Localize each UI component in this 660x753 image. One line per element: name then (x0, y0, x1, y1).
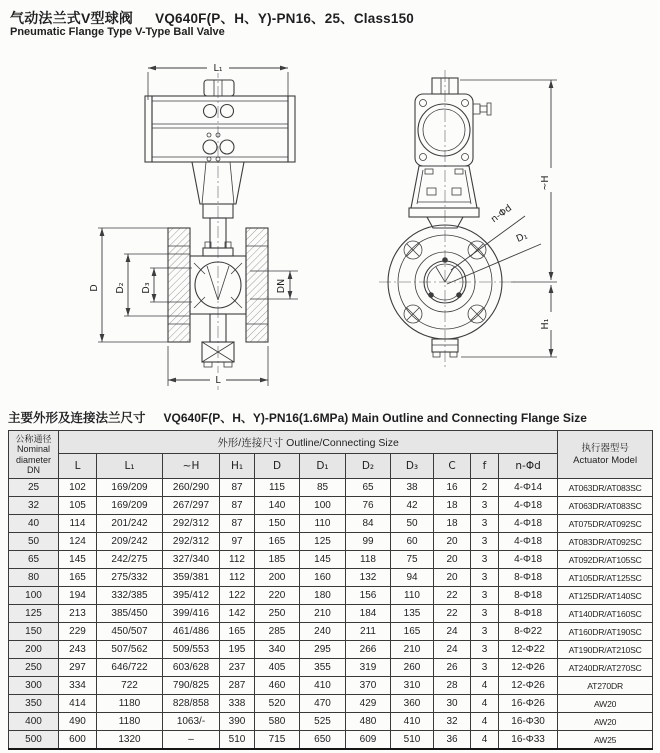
cell-dn: 100 (9, 587, 59, 605)
cell-dimension: 229 (59, 623, 97, 641)
cell-dimension: 4-Φ14 (499, 479, 558, 497)
cell-dimension: 715 (255, 731, 300, 750)
col-d1: D₁ (300, 454, 346, 479)
cell-dimension: 266 (346, 641, 391, 659)
cell-dimension: 385/450 (97, 605, 163, 623)
cell-dimension: 102 (59, 479, 97, 497)
cell-dimension: 580 (255, 713, 300, 731)
cell-actuator-model: AT270DR (558, 677, 653, 695)
cell-dimension: 194 (59, 587, 97, 605)
cell-dimension: 410 (391, 713, 434, 731)
cell-dn: 400 (9, 713, 59, 731)
cell-dimension: 211 (346, 623, 391, 641)
dim-label-l: L (215, 375, 221, 386)
cell-dimension: 87 (220, 497, 255, 515)
cell-dimension: 4-Φ18 (499, 533, 558, 551)
cell-dimension: 4-Φ18 (499, 497, 558, 515)
cell-dn: 350 (9, 695, 59, 713)
cell-dimension: 22 (434, 605, 471, 623)
cell-actuator-model: AT083DR/AT092SC (558, 533, 653, 551)
cell-dimension: 84 (346, 515, 391, 533)
cell-dimension: 470 (300, 695, 346, 713)
dim-label-n-d: n-Φd (489, 202, 515, 226)
table-row (9, 515, 653, 533)
cell-dn: 80 (9, 569, 59, 587)
cell-dimension: 390 (220, 713, 255, 731)
cell-dimension: 1320 (97, 731, 163, 750)
cell-dimension: 145 (59, 551, 97, 569)
front-view-drawing (60, 58, 370, 408)
cell-dimension: 20 (434, 551, 471, 569)
header-columns-row (9, 454, 653, 479)
cell-dimension: 20 (434, 533, 471, 551)
title-chinese: 气动法兰式V型球阀 (10, 10, 134, 26)
page-subtitle: Pneumatic Flange Type V-Type Ball Valve (10, 26, 225, 38)
cell-dimension: 359/381 (163, 569, 220, 587)
header-dn-line: DN (27, 465, 40, 475)
cell-dimension: 12-Φ26 (499, 677, 558, 695)
dimension-table (8, 430, 653, 750)
cell-dimension: 275/332 (97, 569, 163, 587)
cell-dimension: 118 (346, 551, 391, 569)
cell-actuator-model: AT125DR/AT140SC (558, 587, 653, 605)
dim-label-l1: L₁ (213, 63, 223, 74)
header-actuator-line: 执行器型号 (581, 442, 629, 454)
cell-dimension: 110 (300, 515, 346, 533)
col-f: f (471, 454, 499, 479)
cell-actuator-model: AT140DR/AT160SC (558, 605, 653, 623)
page-title (10, 7, 414, 28)
cell-dimension: 26 (434, 659, 471, 677)
cell-dn: 40 (9, 515, 59, 533)
cell-dimension: 28 (434, 677, 471, 695)
cell-dimension: 169/209 (97, 497, 163, 515)
cell-dimension: 124 (59, 533, 97, 551)
side-view-drawing (375, 58, 625, 408)
header-actuator (558, 431, 653, 479)
cell-actuator-model: AT190DR/AT210SC (558, 641, 653, 659)
cell-dimension: 50 (391, 515, 434, 533)
cell-dimension: 722 (97, 677, 163, 695)
cell-dimension: 297 (59, 659, 97, 677)
cell-dimension: 30 (434, 695, 471, 713)
col-d2: D₂ (346, 454, 391, 479)
cell-dimension: 140 (255, 497, 300, 515)
cell-actuator-model: AW20 (558, 713, 653, 731)
table-row (9, 587, 653, 605)
actuator-front (145, 80, 295, 162)
actuator-side (415, 78, 491, 166)
dim-label-d3: D₃ (141, 282, 152, 294)
cell-actuator-model: AT160DR/AT190SC (558, 623, 653, 641)
cell-dimension: 8-Φ18 (499, 569, 558, 587)
table-body (9, 479, 653, 750)
cell-dimension: 250 (255, 605, 300, 623)
cell-dimension: 112 (220, 569, 255, 587)
cell-dimension: 165 (391, 623, 434, 641)
cell-dimension: 480 (346, 713, 391, 731)
table-row (9, 677, 653, 695)
cell-dimension: 460 (255, 677, 300, 695)
table-row (9, 695, 653, 713)
cell-dimension: 85 (300, 479, 346, 497)
cell-dimension: 114 (59, 515, 97, 533)
cell-dn: 250 (9, 659, 59, 677)
table-row (9, 659, 653, 677)
cell-dimension: 75 (391, 551, 434, 569)
cell-dimension: 105 (59, 497, 97, 515)
cell-dimension: 3 (471, 641, 499, 659)
dim-label-h: ~H (540, 175, 551, 191)
cell-dn: 500 (9, 731, 59, 750)
cell-dimension: 24 (434, 641, 471, 659)
header-dn-line: diameter (15, 454, 51, 465)
cell-dimension: 38 (391, 479, 434, 497)
cell-dimension: 195 (220, 641, 255, 659)
cell-dimension: 165 (220, 623, 255, 641)
cell-dn: 200 (9, 641, 59, 659)
cell-dimension: 395/412 (163, 587, 220, 605)
cell-dn: 150 (9, 623, 59, 641)
cell-dimension: 22 (434, 587, 471, 605)
cell-dimension: 3 (471, 659, 499, 677)
cell-dimension: 267/297 (163, 497, 220, 515)
cell-dimension: 8-Φ18 (499, 587, 558, 605)
cell-dimension: 520 (255, 695, 300, 713)
cell-dimension: 18 (434, 497, 471, 515)
cell-dimension: 490 (59, 713, 97, 731)
cell-dimension: 429 (346, 695, 391, 713)
cell-dimension: 525 (300, 713, 346, 731)
cell-dimension: 414 (59, 695, 97, 713)
cell-dimension: 87 (220, 479, 255, 497)
cell-dimension: 3 (471, 587, 499, 605)
cell-dimension: 16 (434, 479, 471, 497)
cell-dimension: 185 (255, 551, 300, 569)
cell-dimension: 509/553 (163, 641, 220, 659)
cell-dimension: 3 (471, 605, 499, 623)
cell-dimension: 4-Φ18 (499, 551, 558, 569)
cell-dimension: 145 (300, 551, 346, 569)
cell-dimension: 790/825 (163, 677, 220, 695)
cell-dimension: 135 (391, 605, 434, 623)
table-row (9, 641, 653, 659)
cell-dimension: 327/340 (163, 551, 220, 569)
header-actuator-line: Actuator Model (573, 454, 638, 466)
table-row (9, 551, 653, 569)
cell-dimension: 60 (391, 533, 434, 551)
dim-label-d1: D₁ (514, 230, 530, 245)
cell-dimension: 2 (471, 479, 499, 497)
cell-dimension: 165 (255, 533, 300, 551)
cell-dn: 125 (9, 605, 59, 623)
cell-dn: 32 (9, 497, 59, 515)
table-row (9, 569, 653, 587)
cell-dimension: 220 (255, 587, 300, 605)
cell-dimension: 3 (471, 497, 499, 515)
cell-dimension: 32 (434, 713, 471, 731)
cell-dimension: 828/858 (163, 695, 220, 713)
cell-dimension: 461/486 (163, 623, 220, 641)
cell-dimension: 646/722 (97, 659, 163, 677)
col-h: ~H (163, 454, 220, 479)
cell-dimension: 4 (471, 713, 499, 731)
cell-dimension: 42 (391, 497, 434, 515)
cell-dimension: 1063/- (163, 713, 220, 731)
cell-dimension: 370 (346, 677, 391, 695)
cell-dimension: 1180 (97, 713, 163, 731)
cell-dimension: 20 (434, 569, 471, 587)
cell-dimension: 201/242 (97, 515, 163, 533)
cell-dimension: 97 (220, 533, 255, 551)
cell-dimension: 115 (255, 479, 300, 497)
cell-actuator-model: AT075DR/AT092SC (558, 515, 653, 533)
dim-label-dn: DN (276, 278, 287, 294)
header-dn-line: 公称通径 (15, 433, 52, 444)
table-row (9, 605, 653, 623)
dim-label-d2: D₂ (115, 282, 126, 294)
cell-dimension: 340 (255, 641, 300, 659)
cell-actuator-model: AT240DR/AT270SC (558, 659, 653, 677)
cell-dimension: 3 (471, 515, 499, 533)
cell-dn: 65 (9, 551, 59, 569)
cell-dimension: 209/242 (97, 533, 163, 551)
cell-dimension: 3 (471, 623, 499, 641)
table-title (8, 408, 587, 426)
cell-dimension: 310 (391, 677, 434, 695)
col-d3: D₃ (391, 454, 434, 479)
cell-dimension: 12-Φ26 (499, 659, 558, 677)
cell-dimension: 87 (220, 515, 255, 533)
cell-dimension: 260 (391, 659, 434, 677)
cell-dimension: 8-Φ22 (499, 623, 558, 641)
cell-dimension: 510 (391, 731, 434, 750)
cell-dimension: 295 (300, 641, 346, 659)
cell-actuator-model: AT063DR/AT083SC (558, 479, 653, 497)
table-title-chinese: 主要外形及连接法兰尺寸 (8, 411, 146, 425)
cell-dimension: 112 (220, 551, 255, 569)
cell-dimension: 338 (220, 695, 255, 713)
cell-actuator-model: AT105DR/AT125SC (558, 569, 653, 587)
cell-dimension: 609 (346, 731, 391, 750)
cell-dimension: 94 (391, 569, 434, 587)
cell-actuator-model: AW20 (558, 695, 653, 713)
cell-dimension: 292/312 (163, 533, 220, 551)
cell-dimension: 510 (220, 731, 255, 750)
cell-dimension: 450/507 (97, 623, 163, 641)
cell-dimension: 285 (255, 623, 300, 641)
cell-dimension: 125 (300, 533, 346, 551)
cell-dimension: 334 (59, 677, 97, 695)
cell-dn: 25 (9, 479, 59, 497)
cell-dimension: 360 (391, 695, 434, 713)
cell-dimension: 24 (434, 623, 471, 641)
cell-dimension: 36 (434, 731, 471, 750)
cell-dimension: 260/290 (163, 479, 220, 497)
table-row (9, 623, 653, 641)
header-group-row (9, 431, 653, 454)
cell-dimension: 65 (346, 479, 391, 497)
table-row (9, 731, 653, 750)
table-row (9, 479, 653, 497)
table-title-english: VQ640F(P、H、Y)-PN16(1.6MPa) Main Outline and Connecting Flange Size (163, 411, 587, 425)
cell-dimension: 142 (220, 605, 255, 623)
cell-dimension: 16-Φ26 (499, 695, 558, 713)
cell-dimension: 210 (300, 605, 346, 623)
cell-dimension: 1180 (97, 695, 163, 713)
col-n-d: n-Φd (499, 454, 558, 479)
cell-dn: 50 (9, 533, 59, 551)
cell-dimension: 156 (346, 587, 391, 605)
cell-dimension: 18 (434, 515, 471, 533)
cell-dimension: 76 (346, 497, 391, 515)
cell-dimension: 132 (346, 569, 391, 587)
cell-dimension: 3 (471, 569, 499, 587)
cell-dimension: 180 (300, 587, 346, 605)
cell-dimension: 287 (220, 677, 255, 695)
cell-dn: 300 (9, 677, 59, 695)
cell-dimension: 3 (471, 533, 499, 551)
col-d: D (255, 454, 300, 479)
cell-dimension: 150 (255, 515, 300, 533)
cell-dimension: 292/312 (163, 515, 220, 533)
cell-dimension: 243 (59, 641, 97, 659)
title-model: VQ640F(P、H、Y)-PN16、25、Class150 (155, 11, 414, 26)
cell-dimension: 4 (471, 731, 499, 750)
cell-actuator-model: AW25 (558, 731, 653, 750)
cell-dimension: 242/275 (97, 551, 163, 569)
cell-dimension: 332/385 (97, 587, 163, 605)
col-l1: L₁ (97, 454, 163, 479)
cell-dimension: 184 (346, 605, 391, 623)
cell-dimension: 99 (346, 533, 391, 551)
table-row (9, 713, 653, 731)
cell-dimension: 507/562 (97, 641, 163, 659)
header-outline-group: 外形/连接尺寸 Outline/Connecting Size (59, 431, 558, 454)
cell-dimension: 240 (300, 623, 346, 641)
table-row (9, 497, 653, 515)
cell-dimension: 405 (255, 659, 300, 677)
header-dn (9, 431, 59, 479)
col-c: C (434, 454, 471, 479)
cell-actuator-model: AT092DR/AT105SC (558, 551, 653, 569)
cell-dimension: 122 (220, 587, 255, 605)
cell-dimension: 8-Φ18 (499, 605, 558, 623)
cell-dimension: 213 (59, 605, 97, 623)
cell-dimension: 169/209 (97, 479, 163, 497)
cell-dimension: – (163, 731, 220, 750)
cell-dimension: 4 (471, 695, 499, 713)
cell-dimension: 210 (391, 641, 434, 659)
dim-label-h1: H₁ (540, 318, 551, 330)
cell-dimension: 100 (300, 497, 346, 515)
cell-dimension: 319 (346, 659, 391, 677)
cell-dimension: 600 (59, 731, 97, 750)
cell-dimension: 16-Φ33 (499, 731, 558, 750)
header-dn-line: Nominal (16, 444, 50, 454)
cell-dimension: 237 (220, 659, 255, 677)
dim-label-d: D (89, 284, 100, 292)
cell-dimension: 4 (471, 677, 499, 695)
cell-dimension: 650 (300, 731, 346, 750)
cell-dimension: 12-Φ22 (499, 641, 558, 659)
col-l: L (59, 454, 97, 479)
cell-dimension: 200 (255, 569, 300, 587)
cell-dimension: 165 (59, 569, 97, 587)
cell-dimension: 16-Φ30 (499, 713, 558, 731)
cell-dimension: 410 (300, 677, 346, 695)
col-h1: H₁ (220, 454, 255, 479)
cell-dimension: 603/628 (163, 659, 220, 677)
cell-dimension: 4-Φ18 (499, 515, 558, 533)
cell-dimension: 110 (391, 587, 434, 605)
bracket-side (409, 166, 479, 228)
table-row (9, 533, 653, 551)
cell-dimension: 160 (300, 569, 346, 587)
cell-actuator-model: AT063DR/AT083SC (558, 497, 653, 515)
cell-dimension: 3 (471, 551, 499, 569)
cell-dimension: 355 (300, 659, 346, 677)
cell-dimension: 399/416 (163, 605, 220, 623)
